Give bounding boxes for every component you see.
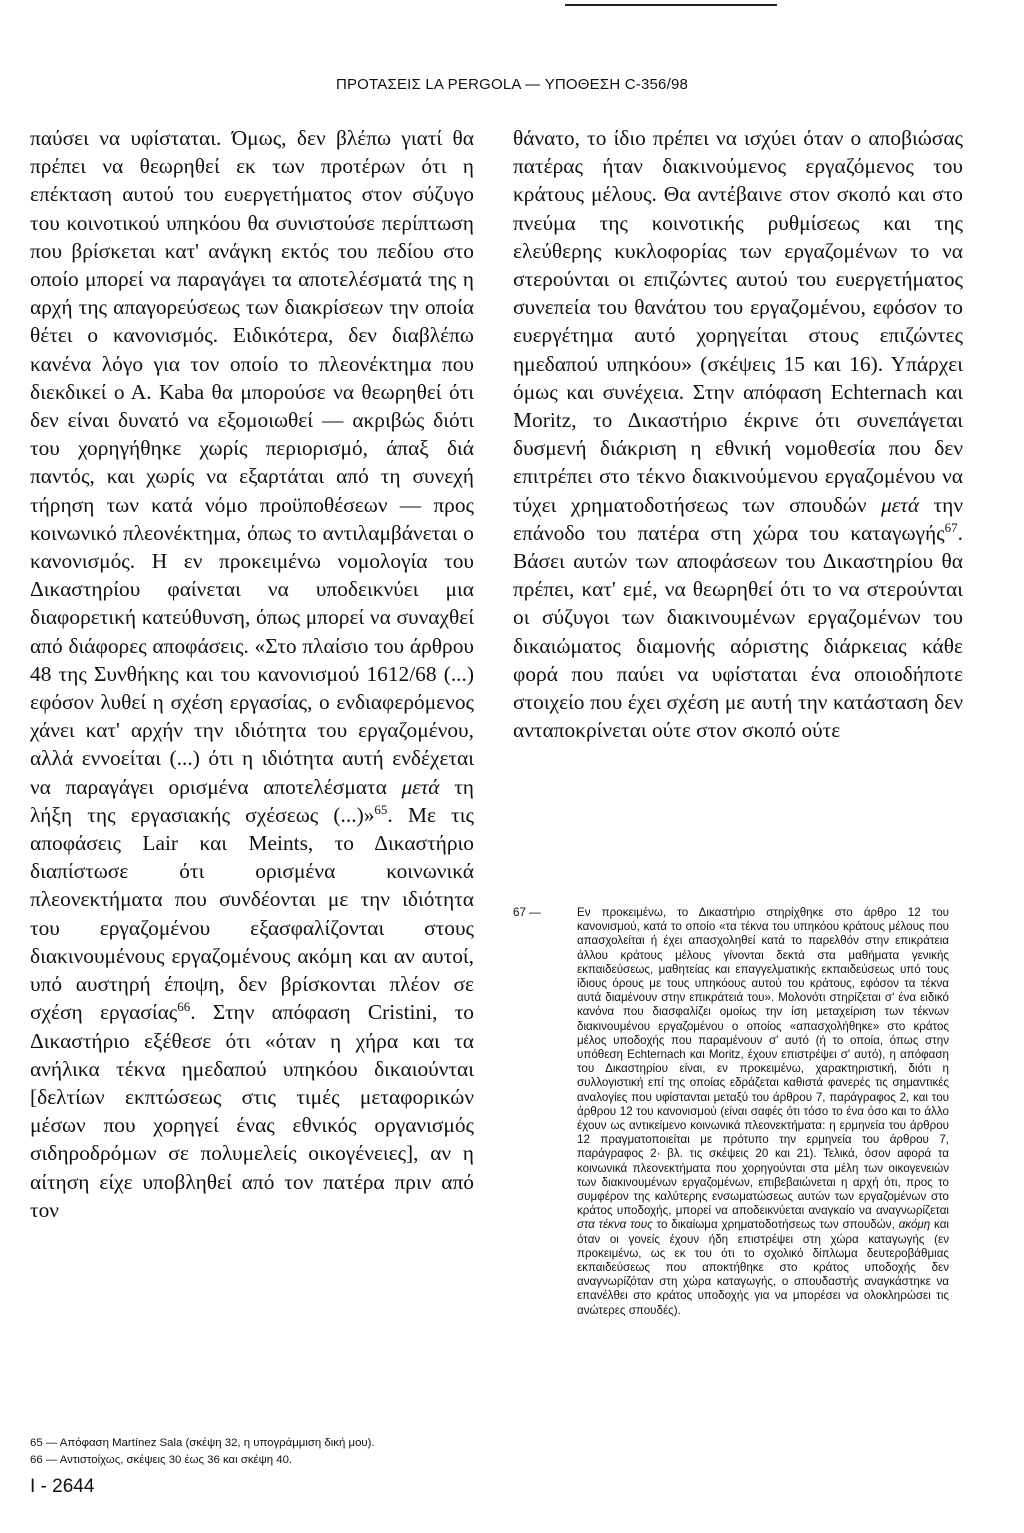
footnote-65 [30,1435,474,1452]
footnote-ref-65[interactable]: 65 [374,801,388,817]
right-column [513,124,963,744]
footnotes-left [30,1435,474,1469]
right-text-2: την επάνοδο του πατέρα στη χώρα του καταγωγής [513,492,963,545]
right-text-1: θάνατο, το ίδιο πρέπει να ισχύει όταν ο αποβιώσας πατέρας ήταν διακινούμενος εργαζόμενος του κράτους μέλους. Θα αντέβαινε στον σκοπό και στο πνεύμα της κοινοτικής ρυθμίσεως και της ελεύθερης κυκλοφορίας των εργαζομένων το να στερούνται οι επιζώντες αυτού του ευεργετήματος συνεπεία του θανάτου του εργαζομένου, εφόσον το ευεργέτημα αυτό χορηγείται στους επιζώντες ημεδαπού υπηκόου» (σκέψεις 15 και 16). Υπάρχει όμως και συνέχεια. Στην απόφαση Echternach και Moritz, το Δικαστήριο έκρινε ότι συνεπάγεται δυσμενή διάκριση η εθνική νομοθεσία που δεν επιτρέπει στο τέκνο διακινούμενου εργαζομένου να τύχει χρηματοδοτήσεως των σπουδών [513,126,963,517]
footnote-67-part-c: και όταν οι γονείς έχουν ήδη επιστρέψει στη χώρα καταγωγής (εν προκειμένω, ως εκ του ότι το σχολικό δίπλωμα δευτεροβάθμιας εκπαιδεύσεως που αποκτήθηκε στο κράτος υποδοχής δεν αναγνωρίζόταν στη χώρα καταγωγής, ο σπουδαστής αναγκάστηκε να επανέλθει στο κράτος υποδοχής για να μπορέσει να ολοκληρώσει τις ανώτερες σπουδές). [577,1218,949,1317]
right-text-3: . Βάσει αυτών των αποφάσεων του Δικαστηρίου θα πρέπει, κατ' εμέ, να θεωρηθεί ότι το να στερούνται οι σύζυγοι των διακινουμένων εργαζομένων του δικαιώματος διαμονής αόριστης διάρκειας κάθε φορά που παύει να υφίσταται ένα οποιοδήποτε στοιχείο που έχει σχέση με αυτή την κατάσταση δεν ανταποκρίνεται ούτε στον σκοπό ούτε [513,520,963,743]
footnote-67-part-b: το δικαίωμα χρηματοδοτήσεως των σπουδών, [656,1218,895,1232]
footnote-67-italic: στα τέκνα τους [577,1218,653,1232]
right-italic-1: μετά [881,492,920,517]
left-text-2: τη λήξη της εργασιακής σχέσεως (...)» [30,774,474,827]
left-text-1: παύσει να υφίσταται. Όμως, δεν βλέπω γιατί θα πρέπει να θεωρηθεί εκ των προτέρων ότι η επέκταση αυτού του ευεργετήματος στον σύζυγο του κοινοτικού υπηκόου θα συνιστούσε περίπτωση που βρίσκεται κατ' ανάγκη εκτός του πεδίου στο οποίο μπορεί να παραγάγει τα αποτελέσματά της η αρχή της απαγορεύσεως των διακρίσεων την οποία θέτει ο κανονισμός. Ειδικότερα, δεν διαβλέπω κανένα λόγο για τον οποίο το πλεονέκτημα που διεκδικεί ο Α. Kaba θα μπορούσε να θεωρηθεί ότι δεν είναι δυνατό να εξομοιωθεί — ακριβώς διότι του χορηγήθηκε χωρίς περιορισμό, άπαξ διά παντός, και χωρίς να εξαρτάται από τη συνεχή τήρηση των κατά νόμο προϋποθέσεων — προς κοινωνικό πλεονέκτημα, όπως το αντιλαμβάνεται ο κανονισμός. Η εν προκειμένω νομολογία του Δικαστηρίου φαίνεται να υποδεικνύει μια διαφορετική κατεύθυνση, όπως μπορεί να συναχθεί από διάφορες αποφάσεις. «Στο πλαίσιο του άρθρου 48 της Συνθήκης και του κανονισμού 1612/68 (...) εφόσον λυθεί η σχέση εργασίας, ο ενδιαφερόμενος χάνει κατ' αρχήν την ιδιότητα του εργαζομένου, αλλά εννοείται (...) ότι η ιδιότητα αυτή ενδέχεται να παραγάγει ορισμένα αποτελέσματα [30,126,474,799]
footnote-65-label: 65 — [30,1437,58,1449]
footnote-67-text [577,906,949,1318]
footnote-67-label: 67 — [513,906,541,919]
footnote-65-text: Απόφαση Martínez Sala (σκέψη 32, η υπογράμμιση δική μου). [59,1437,375,1449]
right-paragraph [513,124,963,744]
footnote-66-text: Αντιστοίχως, σκέψεις 30 έως 36 και σκέψη 40. [59,1454,293,1466]
left-text-4: . Στην απόφαση Cristini, το Δικαστήριο εξέθεσε ότι «όταν η χήρα και τα ανήλικα τέκνα ημεδαπού υπηκόου δικαιούνται [δελτίων εκπτώσεως στις τιμές μεταφορικών μέσων που χορηγεί ένας εθνικός οργανισμός σιδηροδρόμων σε πολυμελείς οικογένειες], αν η αίτηση είχε υποβληθεί από τον πατέρα πριν από τον [30,1000,474,1222]
left-text-3: . Με τις αποφάσεις Lair και Meints, το Δικαστήριο διαπίστωσε ότι ορισμένα κοινωνικά πλεονεκτήματα που συνδέονται με την ιδιότητα του εργαζομένου εξασφαλίζονται στους διακινουμένους εργαζομένους ακόμη και αν αυτοί, υπό αυστηρή έποψη, δεν βρίσκονται πλέον σε σχέση εργασίας [30,802,474,1025]
footnote-ref-66[interactable]: 66 [177,999,191,1015]
left-italic-1: μετά [401,774,440,799]
running-header: ΠΡΟΤΑΣΕΙΣ LA PERGOLA — ΥΠΟΘΕΣΗ C-356/98 [335,76,689,93]
top-rule [565,4,777,6]
left-paragraph [30,124,474,1224]
page-number: I - 2644 [30,1476,95,1497]
footnote-67-italic-2: ακόμη [898,1218,931,1232]
footnote-66 [30,1452,474,1469]
footnote-67-part-a: Εν προκειμένω, το Δικαστήριο στηρίχθηκε στο άρθρο 12 του κανονισμού, κατά το οποίο «τα τέκνα του υπηκόου κράτους μέλους που απασχολείται ή έχει απασχοληθεί κατά το παρελθόν στην επικράτεια άλλου κράτους μέλους γίνονται δεκτά στα μαθήματα γενικής εκπαιδεύσεως, μαθητείας και επαγγελματικής εκπαιδεύσεως υπό τους ίδιους όρους με τους υπηκόους αυτού του κράτους, εφόσον τα τέκνα αυτά διαμένουν στην επικράτειά του». Μολονότι στηρίζεται σ' ένα ειδικό κανόνα που διασφαλίζει ομοίως την ίση μεταχείριση των τέκνων διακινουμένου εργαζομένου ο οποίος «απασχολήθηκε» στο κράτος μέλος υποδοχής που παραμένουν σ' αυτό (ή το οποία, όπως στην υπόθεση Echternach και Moritz, έχουν επιστρέψει σ' αυτό), η απόφαση του Δικαστηρίου είναι, εν προκειμένω, χαρακτηριστική, διότι η συλλογιστική επί της οποίας εδράζεται καθιστά φανερές τις σημαντικές αναλογίες που υφίστανται μεταξύ του άρθρου 7, παράγραφος 2, και του άρθρου 12 του κανονισμού (είναι σαφές ότι τόσο το ένα όσο και το άλλο έχουν ως αντικείμενο κοινωνικά πλεονεκτήματα: η ερμηνεία του άρθρου 12 πραγματοποιείται με πρότυπο την ερμηνεία του άρθρου 7, παράγραφος 2· βλ. τις σκέψεις 20 και 21). Τελικά, όσον αφορά τα κοινωνικά πλεονεκτήματα που χορηγούνται στα μέλη των οικογενειών των διακινουμένων εργαζομένων, επιβεβαιώνεται η αρχή ότι, προς το συμφέρον της καλύτερης ενσωματώσεως αυτών των εργαζομένων στο κράτος υποδοχής, μπορεί να αποδεικνύεται αναγκαίο να αναγνωρίζεται [577,906,949,1218]
left-column [30,124,474,1224]
footnote-ref-67[interactable]: 67 [944,519,958,535]
footnote-67 [513,906,949,1318]
footnote-66-label: 66 — [30,1454,58,1466]
